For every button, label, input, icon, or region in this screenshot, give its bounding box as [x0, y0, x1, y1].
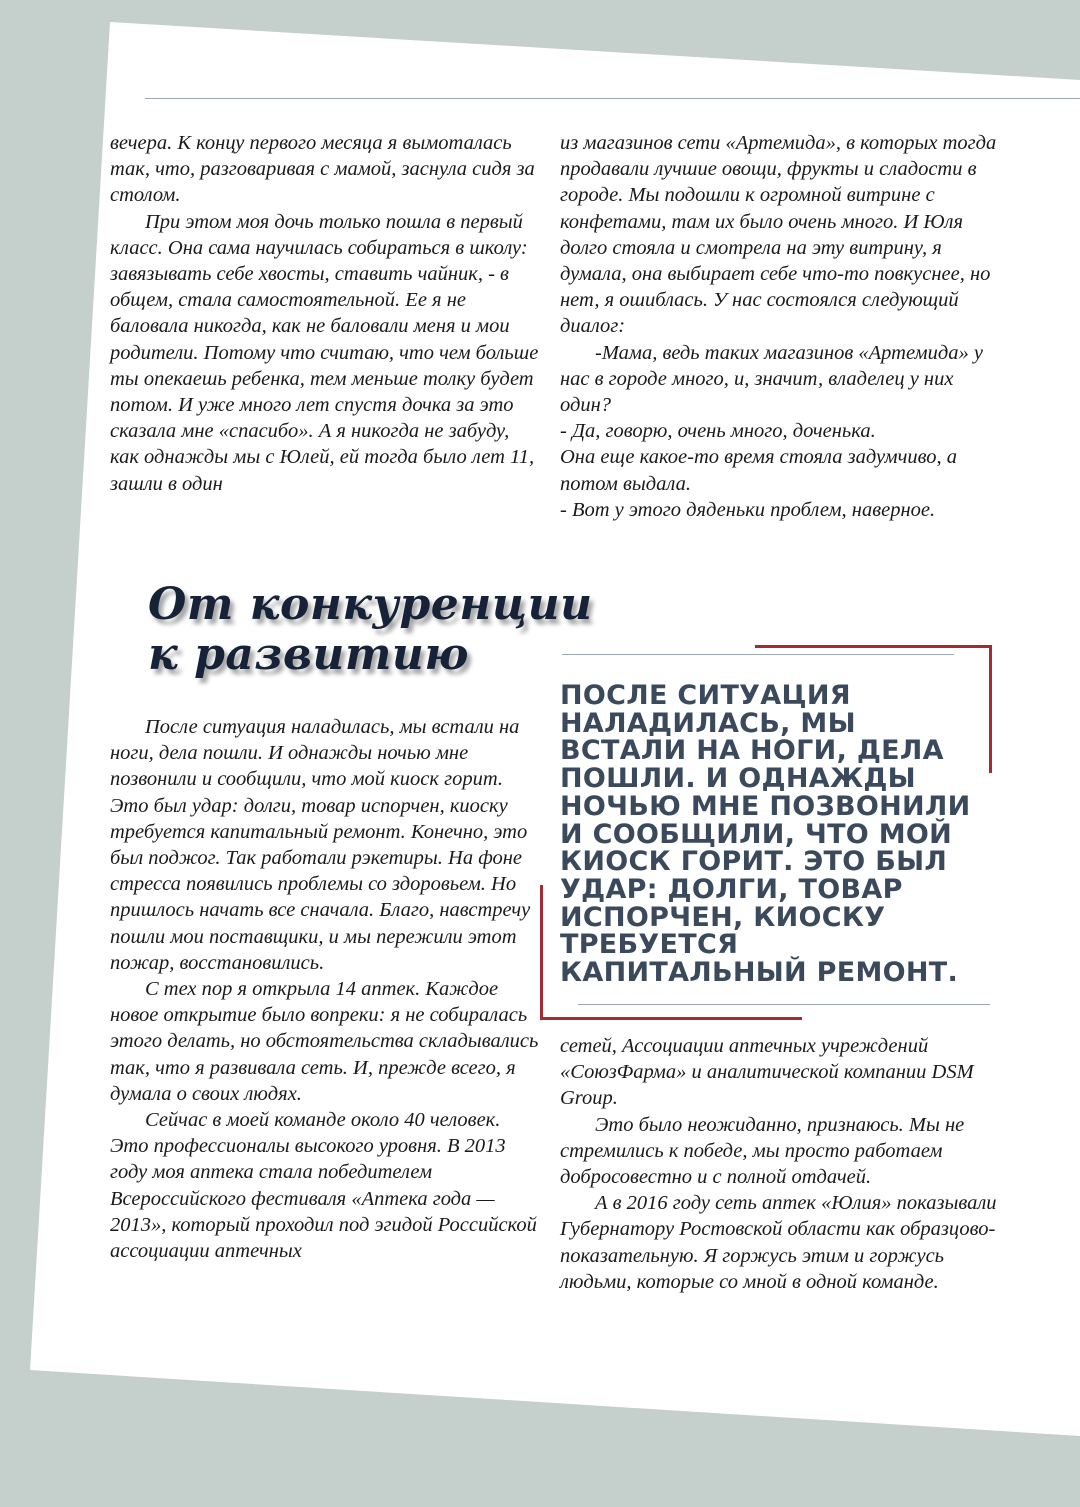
paragraph: из магазинов сети «Артемида», в которых тогда продавали лучшие овощи, фрукты и сладости в городе. Мы подошли к огромной витрине с конфетами, там их было очень много. И Юля долго стояла и смотрела на эту витрину, я думала, она выбирает себе что-то повкуснее, но нет, я ошиблась. У нас состоялся следующий диалог: — [560, 132, 997, 338]
frame-top-edge — [755, 645, 992, 648]
paragraph: сетей, Ассоциации аптечных учреждений «СоюзФарма» и аналитической компании DSM Group. — [560, 1035, 974, 1110]
paragraph: Она еще какое-то время стояла задумчиво, а потом выдала. — [560, 446, 958, 495]
paragraph: А в 2016 году сеть аптек «Юлия» показывали Губернатору Ростовской области как образцово-показательную. Я горжусь этим и горжусь людьми, которые со мной в одной команде. — [560, 1192, 997, 1293]
heading-line-1: От конкуренции — [148, 579, 593, 630]
text-column-2 — [560, 130, 1000, 523]
pullquote: ПОСЛЕ СИТУАЦИЯ НАЛАДИЛАСЬ, МЫ ВСТАЛИ НА НОГИ, ДЕЛА ПОШЛИ. И ОДНАЖДЫ НОЧЬЮ МНЕ ПОЗВОНИЛИ И СООБЩИЛИ, ЧТО МОЙ КИОСК ГОРИТ. ЭТО БЫЛ УДАР: ДОЛГИ, ТОВАР ИСПОРЧЕН, КИОСКУ ТРЕБУЕТСЯ КАПИТАЛЬНЫЙ РЕМОНТ. — [560, 680, 971, 989]
frame-left-edge — [540, 885, 543, 1020]
paragraph: После ситуация наладилась, мы встали на ноги, дела пошли. И однажды ночью мне позвонили и сообщили, что мой киоск горит. Это был удар: долги, товар испорчен, киоску требуется капитальный ремонт. Конечно, это был поджог. Так работали рэкетиры. На фоне стресса появились проблемы со здоровьем. Но пришлось начать все сначала. Благо, навстречу пошли мои поставщики, и мы пережили этот пожар, восстановились. — [110, 716, 531, 974]
text-column-4 — [560, 1033, 1000, 1295]
frame-bottom-edge — [540, 1017, 802, 1020]
text-column-1 — [110, 130, 540, 497]
paragraph: - Да, говорю, очень много, доченька. — [560, 420, 876, 443]
heading-line-2: к развитию — [148, 629, 469, 680]
paragraph: С тех пор я открыла 14 аптек. Каждое новое открытие было вопреки: я не собиралась этого делать, но обстоятельства складывались так, что я развивала сеть. И, прежде всего, я думала о своих людях. — [110, 978, 539, 1105]
paragraph: При этом моя дочь только пошла в первый класс. Она сама научилась собираться в школу: завязывать себе хвосты, ставить чайник, - в общем, стала самостоятельной. Ее я не баловала никогда, как не баловали меня и мои родители. Потому что считаю, что чем больше ты опекаешь ребенка, тем меньше толку будет потом. И уже много лет спустя дочка за это сказала мне «спасибо». А я никогда не забуду, как однажды мы с Юлей, ей тогда было лет 11, зашли в один — [110, 210, 539, 495]
pullquote-top-line — [562, 654, 954, 655]
paragraph: - Вот у этого дяденьки проблем, наверное. — [560, 498, 936, 521]
paragraph: Сейчас в моей команде около 40 человек. Это профессионалы высокого уровня. В 2013 году моя аптека стала победителем Всероссийского фестиваля «Аптека года — 2013», который проходил под эгидой Российской ассоциации аптечных — [110, 1109, 537, 1263]
text-column-3 — [110, 714, 540, 1264]
top-rule — [145, 98, 1080, 99]
paragraph: вечера. К концу первого месяца я вымоталась так, что, разговаривая с мамой, заснула сидя за столом. — [110, 132, 535, 207]
section-heading — [148, 580, 593, 680]
paragraph: -Мама, ведь таких магазинов «Артемида» у нас в городе много, и, значит, владелец у них один? — [560, 341, 983, 417]
paragraph: Это было неожиданно, признаюсь. Мы не стремились к победе, мы просто работаем добросовестно и с полной отдачей. — [560, 1113, 965, 1189]
pullquote-bottom-line — [578, 1004, 990, 1005]
